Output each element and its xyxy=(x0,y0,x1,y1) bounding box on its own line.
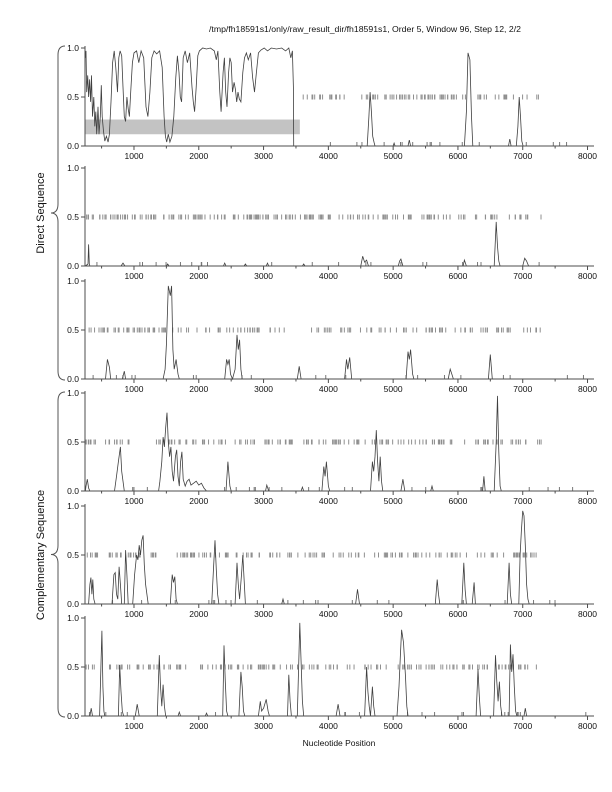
x-tick-label: 2000 xyxy=(189,496,209,506)
y-tick-label: 1.0 xyxy=(67,388,79,398)
x-tick-label: 2000 xyxy=(189,384,209,394)
x-tick-label: 6000 xyxy=(448,609,468,619)
x-tick-label: 2000 xyxy=(189,609,209,619)
x-tick-label: 8000 xyxy=(578,151,597,161)
x-tick-label: 3000 xyxy=(254,384,274,394)
x-tick-label: 8000 xyxy=(578,609,597,619)
codon-mark-row xyxy=(303,95,538,100)
highlight-band xyxy=(85,120,299,135)
complementary-group-brace xyxy=(51,392,65,717)
x-tick-label: 4000 xyxy=(318,271,338,281)
panel-complementary-frame-1 xyxy=(67,388,597,506)
x-tick-label: 3000 xyxy=(254,609,274,619)
x-tick-label: 7000 xyxy=(513,609,533,619)
x-tick-label: 8000 xyxy=(578,384,597,394)
y-tick-label: 0.5 xyxy=(67,325,79,335)
x-tick-label: 4000 xyxy=(318,609,338,619)
x-tick-label: 2000 xyxy=(189,151,209,161)
x-tick-label: 3000 xyxy=(254,271,274,281)
codon-mark-row xyxy=(87,553,536,558)
y-tick-label: 0.0 xyxy=(67,374,79,384)
y-tick-label: 0.5 xyxy=(67,550,79,560)
axis-mark-row xyxy=(133,487,573,491)
y-tick-label: 0.5 xyxy=(67,212,79,222)
plot-title: /tmp/fh18591s1/only/raw_result_dir/fh18591s1, Order 5, Window 96, Step 12, 2/2 xyxy=(209,24,521,34)
x-tick-label: 7000 xyxy=(513,151,533,161)
x-tick-label: 2000 xyxy=(189,271,209,281)
x-tick-label: 8000 xyxy=(578,496,597,506)
x-tick-label: 5000 xyxy=(383,151,403,161)
trace-direct-frame-2 xyxy=(85,222,594,266)
y-tick-label: 0.0 xyxy=(67,711,79,721)
axis-mark-row xyxy=(330,142,566,146)
direct-group-brace xyxy=(51,46,65,380)
x-tick-label: 7000 xyxy=(513,721,533,731)
x-tick-label: 1000 xyxy=(124,151,144,161)
panel-complementary-frame-3 xyxy=(67,613,597,731)
panels-group xyxy=(67,43,597,731)
x-tick-label: 5000 xyxy=(383,384,403,394)
x-tick-label: 1000 xyxy=(124,496,144,506)
x-tick-label: 3000 xyxy=(254,721,274,731)
x-tick-label: 6000 xyxy=(448,384,468,394)
x-tick-label: 4000 xyxy=(318,151,338,161)
y-tick-label: 0.5 xyxy=(67,437,79,447)
y-tick-label: 0.0 xyxy=(67,599,79,609)
y-tick-label: 1.0 xyxy=(67,276,79,286)
x-tick-label: 5000 xyxy=(383,496,403,506)
y-tick-label: 0.5 xyxy=(67,92,79,102)
codon-mark-row xyxy=(89,328,540,333)
x-tick-label: 6000 xyxy=(448,721,468,731)
trace-complementary-frame-1 xyxy=(85,396,594,491)
y-tick-label: 0.0 xyxy=(67,261,79,271)
y-tick-label: 1.0 xyxy=(67,613,79,623)
x-tick-label: 4000 xyxy=(318,496,338,506)
direct-group-label: Direct Sequence xyxy=(35,172,47,254)
x-tick-label: 1000 xyxy=(124,721,144,731)
x-tick-label: 5000 xyxy=(383,271,403,281)
x-tick-label: 1000 xyxy=(124,609,144,619)
x-tick-label: 4000 xyxy=(318,384,338,394)
x-tick-label: 3000 xyxy=(254,151,274,161)
axis-mark-row xyxy=(93,375,583,379)
codon-mark-row xyxy=(86,665,536,670)
panel-direct-frame-2 xyxy=(67,163,597,281)
x-tick-label: 4000 xyxy=(318,721,338,731)
x-tick-label: 7000 xyxy=(513,496,533,506)
axis-mark-row xyxy=(97,262,539,266)
x-tick-label: 3000 xyxy=(254,496,274,506)
trace-complementary-frame-3 xyxy=(85,623,594,716)
y-tick-label: 1.0 xyxy=(67,501,79,511)
x-tick-label: 2000 xyxy=(189,721,209,731)
x-tick-label: 6000 xyxy=(448,271,468,281)
y-tick-label: 1.0 xyxy=(67,43,79,53)
x-tick-label: 8000 xyxy=(578,721,597,731)
x-tick-label: 6000 xyxy=(448,151,468,161)
x-tick-label: 7000 xyxy=(513,271,533,281)
x-tick-label: 1000 xyxy=(124,271,144,281)
x-tick-label: 5000 xyxy=(383,609,403,619)
panel-direct-frame-1 xyxy=(67,43,597,161)
panel-direct-frame-3 xyxy=(67,276,597,394)
y-tick-label: 0.5 xyxy=(67,662,79,672)
complementary-group-label: Complementary Sequence xyxy=(35,489,47,621)
axis-mark-row xyxy=(89,712,585,716)
y-tick-label: 0.0 xyxy=(67,486,79,496)
axis-mark-row xyxy=(113,600,555,604)
codon-mark-row xyxy=(86,440,541,445)
x-tick-label: 8000 xyxy=(578,271,597,281)
x-tick-label: 5000 xyxy=(383,721,403,731)
y-tick-label: 0.0 xyxy=(67,141,79,151)
codon-mark-row xyxy=(87,215,541,220)
x-tick-label: 1000 xyxy=(124,384,144,394)
x-tick-label: 7000 xyxy=(513,384,533,394)
panel-complementary-frame-2 xyxy=(67,501,597,619)
x-tick-label: 6000 xyxy=(448,496,468,506)
x-axis-title: Nucleotide Position xyxy=(302,738,376,748)
y-tick-label: 1.0 xyxy=(67,163,79,173)
